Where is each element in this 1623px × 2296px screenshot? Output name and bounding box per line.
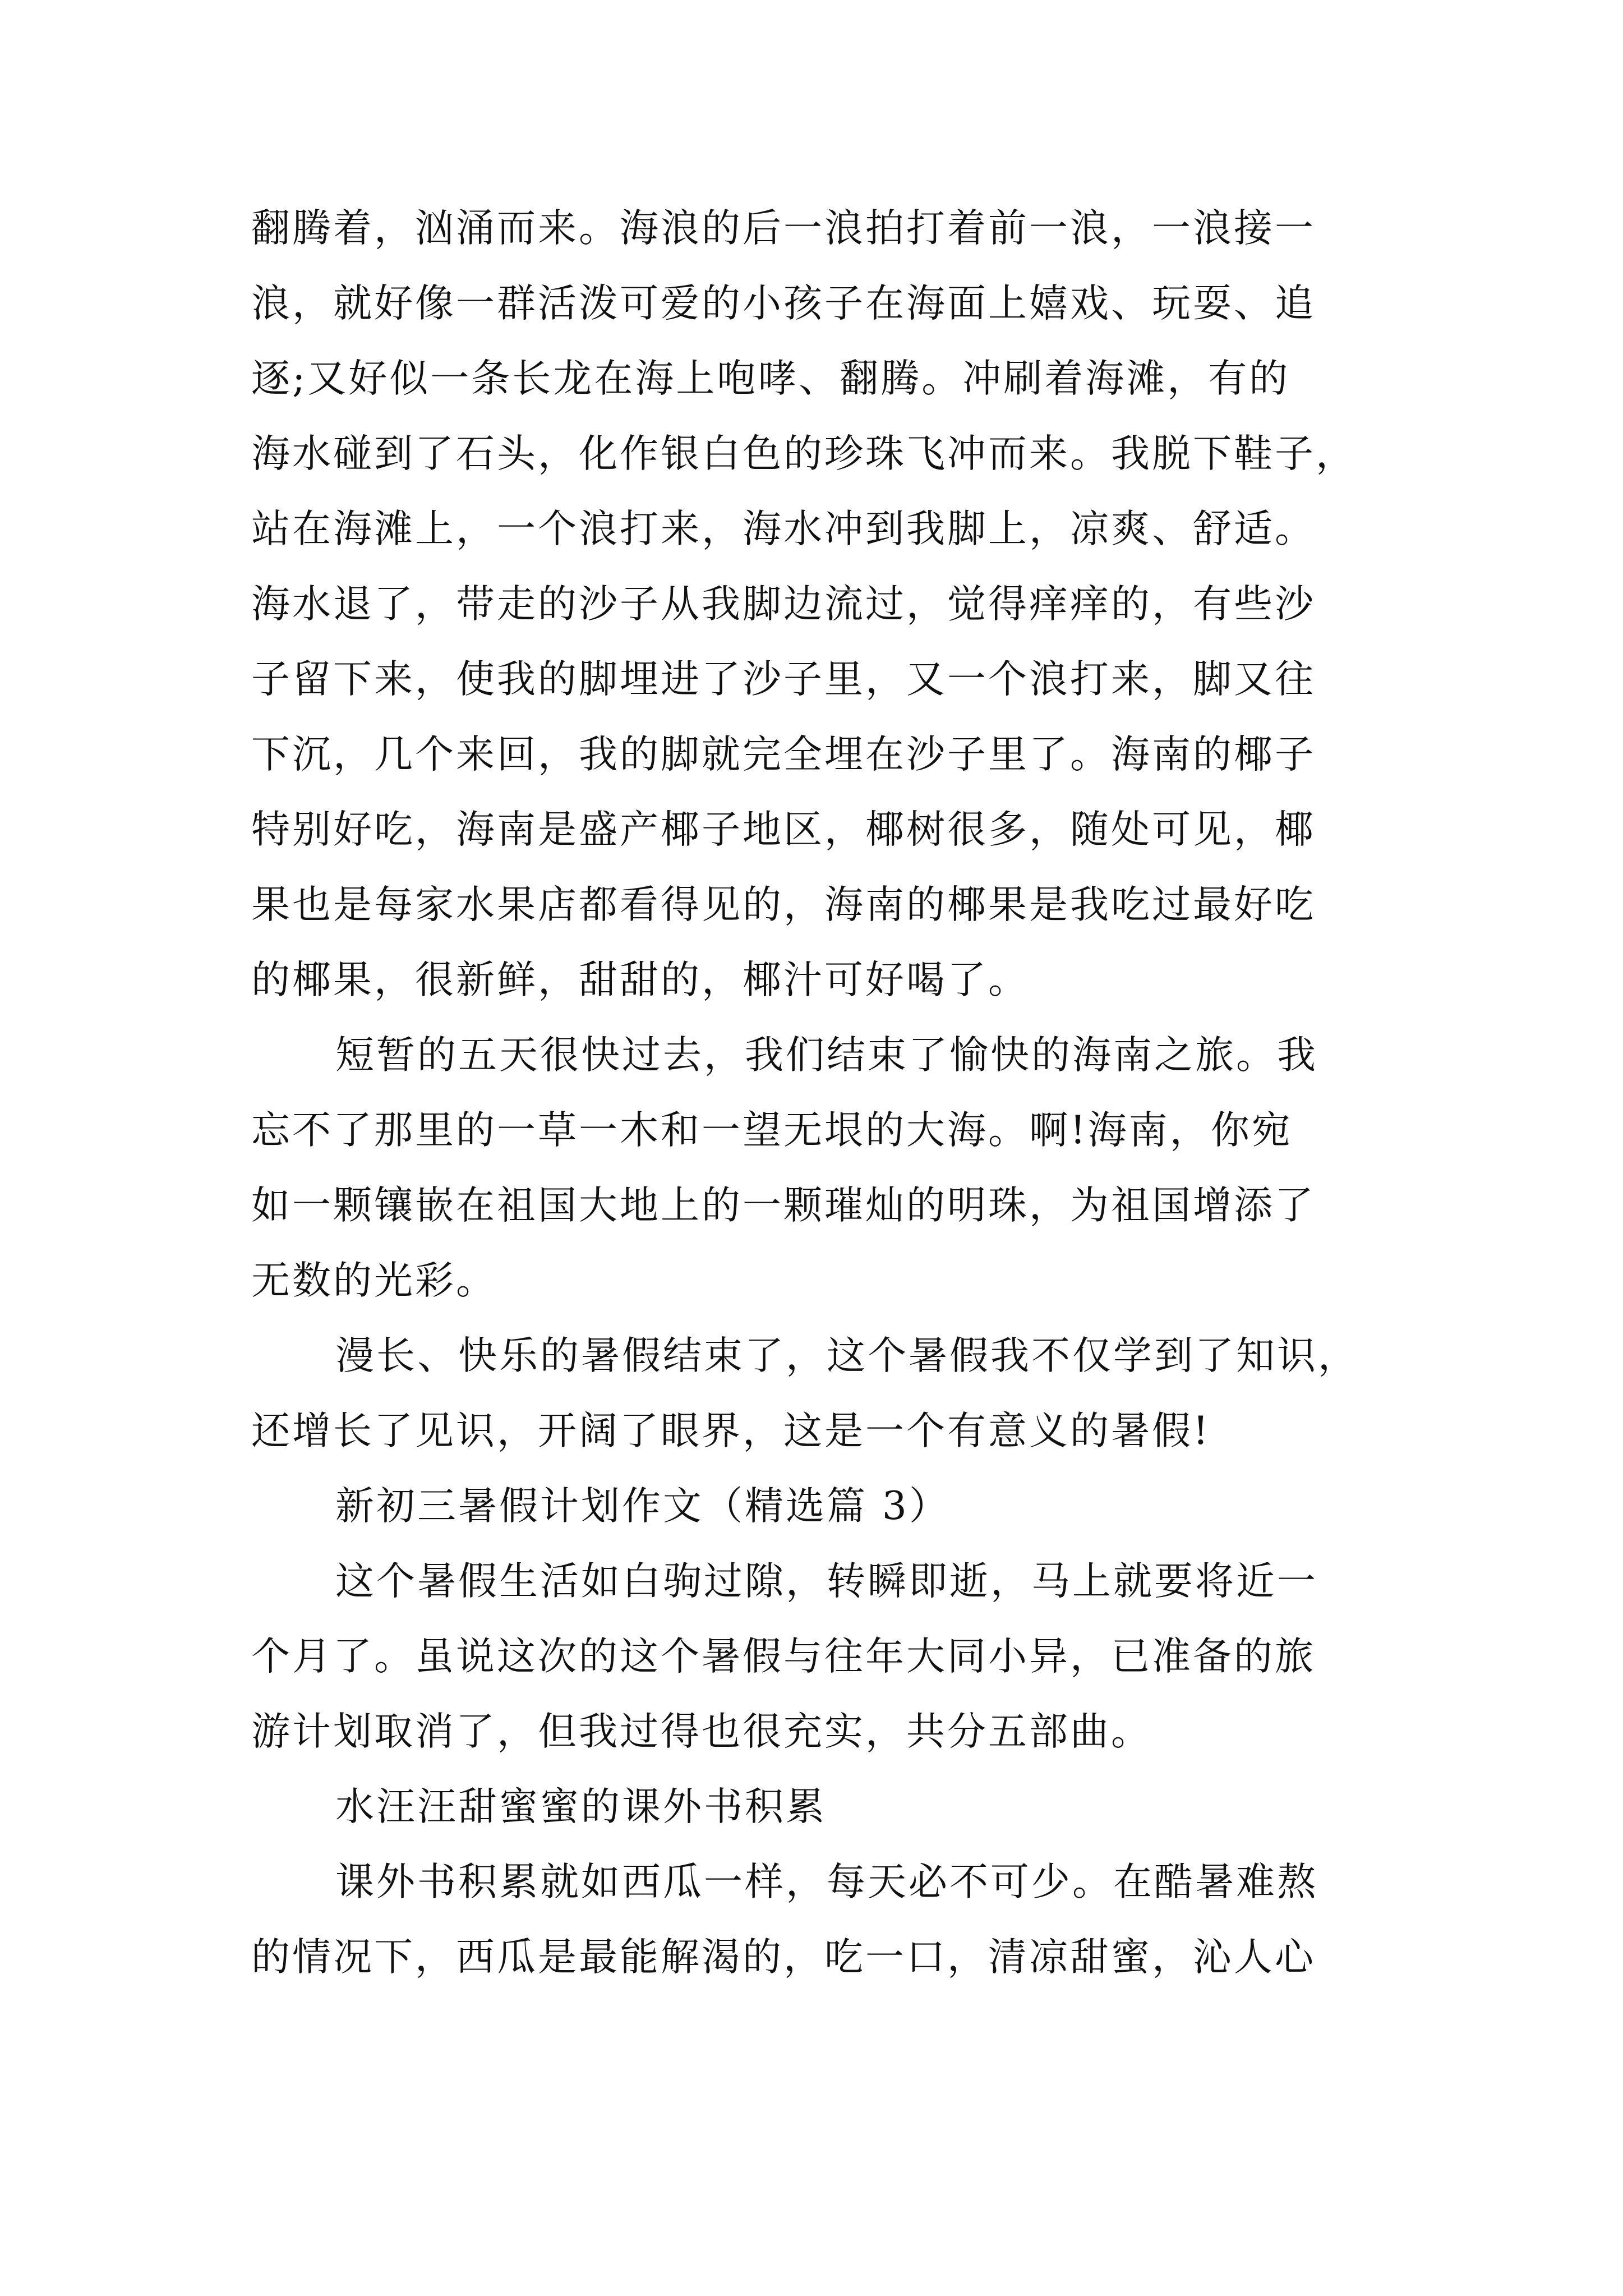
section-heading: 新初三暑假计划作文（精选篇 3） [335,1484,950,1529]
text-line: 下沉，几个来回，我的脚就完全埋在沙子里了。海南的椰子 [251,732,1316,777]
text-line: 还增长了见识，开阔了眼界，这是一个有意义的暑假! [251,1409,1211,1453]
text-line: 站在海滩上，一个浪打来，海水冲到我脚上，凉爽、舒适。 [251,507,1316,551]
text-line: 翻腾着，汹涌而来。海浪的后一浪拍打着前一浪，一浪接一 [251,206,1316,251]
text-line: 个月了。虽说这次的这个暑假与往年大同小异，已准备的旅 [251,1634,1316,1679]
text-line: 海水碰到了石头，化作银白色的珍珠飞冲而来。我脱下鞋子， [251,431,1357,476]
text-line: 逐;又好似一条长龙在海上咆哮、翻腾。冲刷着海滩，有的 [251,356,1290,401]
subsection-heading: 水汪汪甜蜜蜜的课外书积累 [335,1784,827,1829]
text-line: 海水退了，带走的沙子从我脚边流过，觉得痒痒的，有些沙 [251,582,1316,627]
text-line: 特别好吃，海南是盛产椰子地区，椰树很多，随处可见，椰 [251,807,1316,852]
document-body [251,191,1390,1995]
text-line: 无数的光彩。 [251,1258,497,1303]
text-line: 游计划取消了，但我过得也很充实，共分五部曲。 [251,1709,1152,1754]
text-line: 的情况下，西瓜是最能解渴的，吃一口，清凉甜蜜，沁人心 [251,1935,1316,1980]
paragraph-first-line: 这个暑假生活如白驹过隙，转瞬即逝，马上就要将近一 [335,1559,1318,1604]
text-line: 忘不了那里的一草一木和一望无垠的大海。啊!海南，你宛 [251,1108,1293,1153]
paragraph-first-line: 漫长、快乐的暑假结束了，这个暑假我不仅学到了知识， [335,1333,1359,1378]
text-line: 的椰果，很新鲜，甜甜的，椰汁可好喝了。 [251,958,1029,1002]
text-line: 如一颗镶嵌在祖国大地上的一颗璀灿的明珠，为祖国增添了 [251,1183,1316,1228]
paragraph-first-line: 短暂的五天很快过去，我们结束了愉快的海南之旅。我 [335,1033,1318,1078]
paragraph-first-line: 课外书积累就如西瓜一样，每天必不可少。在酷暑难熬 [335,1860,1318,1904]
text-line: 浪，就好像一群活泼可爱的小孩子在海面上嬉戏、玩耍、追 [251,281,1316,326]
text-line: 子留下来，使我的脚埋进了沙子里，又一个浪打来，脚又往 [251,657,1316,702]
text-line: 果也是每家水果店都看得见的，海南的椰果是我吃过最好吃 [251,882,1316,927]
